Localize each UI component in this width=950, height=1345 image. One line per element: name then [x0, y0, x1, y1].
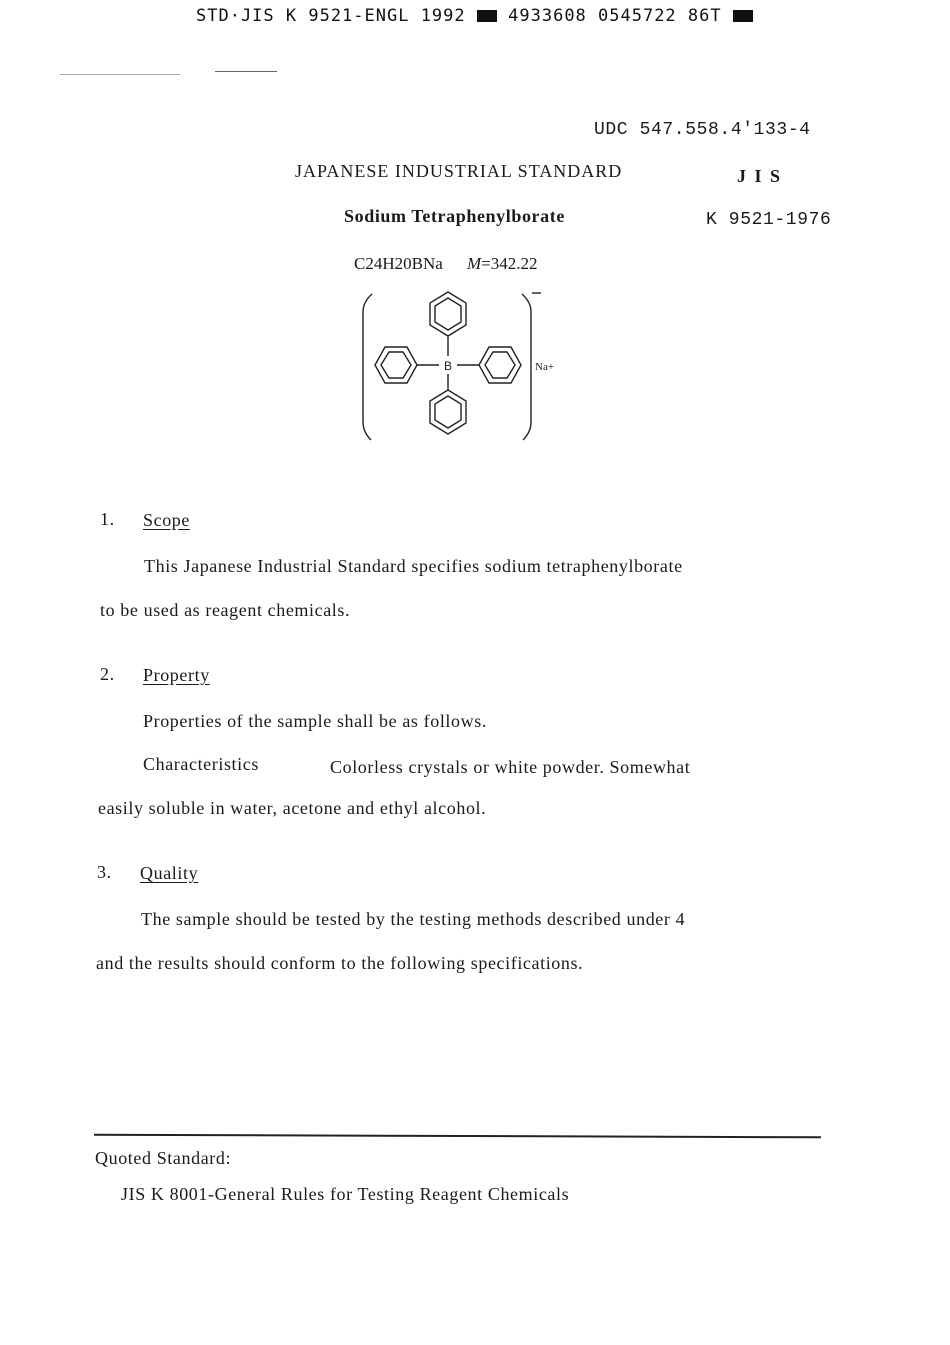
- header-block-1: [477, 10, 497, 22]
- molecular-mass: [467, 254, 538, 274]
- footnote-rule: [94, 1134, 821, 1139]
- section-2-line-3: easily soluble in water, acetone and ethyl alcohol.: [98, 798, 487, 818]
- section-3-line-1: The sample should be tested by the testing methods described under 4: [141, 909, 686, 929]
- section-2-line-2: Colorless crystals or white powder. Somewhat: [330, 757, 691, 777]
- left-bracket: [363, 294, 372, 440]
- quoted-standard-ref: JIS K 8001-General Rules for Testing Reagent Chemicals: [121, 1184, 570, 1204]
- jis-label: J I S: [737, 166, 783, 186]
- header-block-2: [733, 10, 753, 22]
- section-2-characteristics-label: Characteristics: [143, 754, 259, 774]
- quoted-standard-label: Quoted Standard:: [95, 1148, 232, 1168]
- section-3-title: Quality: [140, 863, 199, 883]
- header-code: [196, 6, 753, 26]
- section-2-number: 2.: [100, 664, 115, 684]
- jis-number: K 9521-1976: [706, 210, 832, 230]
- molecular-formula: [354, 254, 443, 274]
- scan-speck: [215, 71, 277, 72]
- right-bracket: [522, 294, 531, 440]
- boron-atom: B: [443, 359, 453, 373]
- section-3-line-2: and the results should conform to the following specifications.: [96, 953, 584, 973]
- structure-diagram: [355, 282, 575, 444]
- udc-number: UDC 547.558.4'133-4: [594, 120, 811, 140]
- header-left-code: STD·JIS K 9521-ENGL 1992: [196, 6, 466, 26]
- header-right-code-2: 86T: [687, 6, 722, 26]
- section-3-number: 3.: [97, 862, 112, 882]
- section-1-number: 1.: [100, 509, 115, 529]
- section-1-line-2: to be used as reagent chemicals.: [100, 600, 351, 620]
- section-1-line-1: This Japanese Industrial Standard specifies sodium tetraphenylborate: [144, 556, 683, 576]
- sodium-ion: Na+: [535, 361, 555, 373]
- mass-label: M: [467, 254, 482, 273]
- standard-title: JAPANESE INDUSTRIAL STANDARD: [295, 161, 623, 181]
- formula-text: C24H20BNa: [354, 254, 443, 273]
- mass-value: =342.22: [481, 254, 538, 273]
- section-2-line-1: Properties of the sample shall be as follows.: [143, 711, 487, 731]
- section-2-title: Property: [143, 665, 210, 685]
- section-1-title: Scope: [143, 510, 190, 530]
- compound-name: Sodium Tetraphenylborate: [344, 206, 565, 226]
- header-right-code: 4933608 0545722: [508, 6, 677, 26]
- scan-speck: [60, 74, 180, 75]
